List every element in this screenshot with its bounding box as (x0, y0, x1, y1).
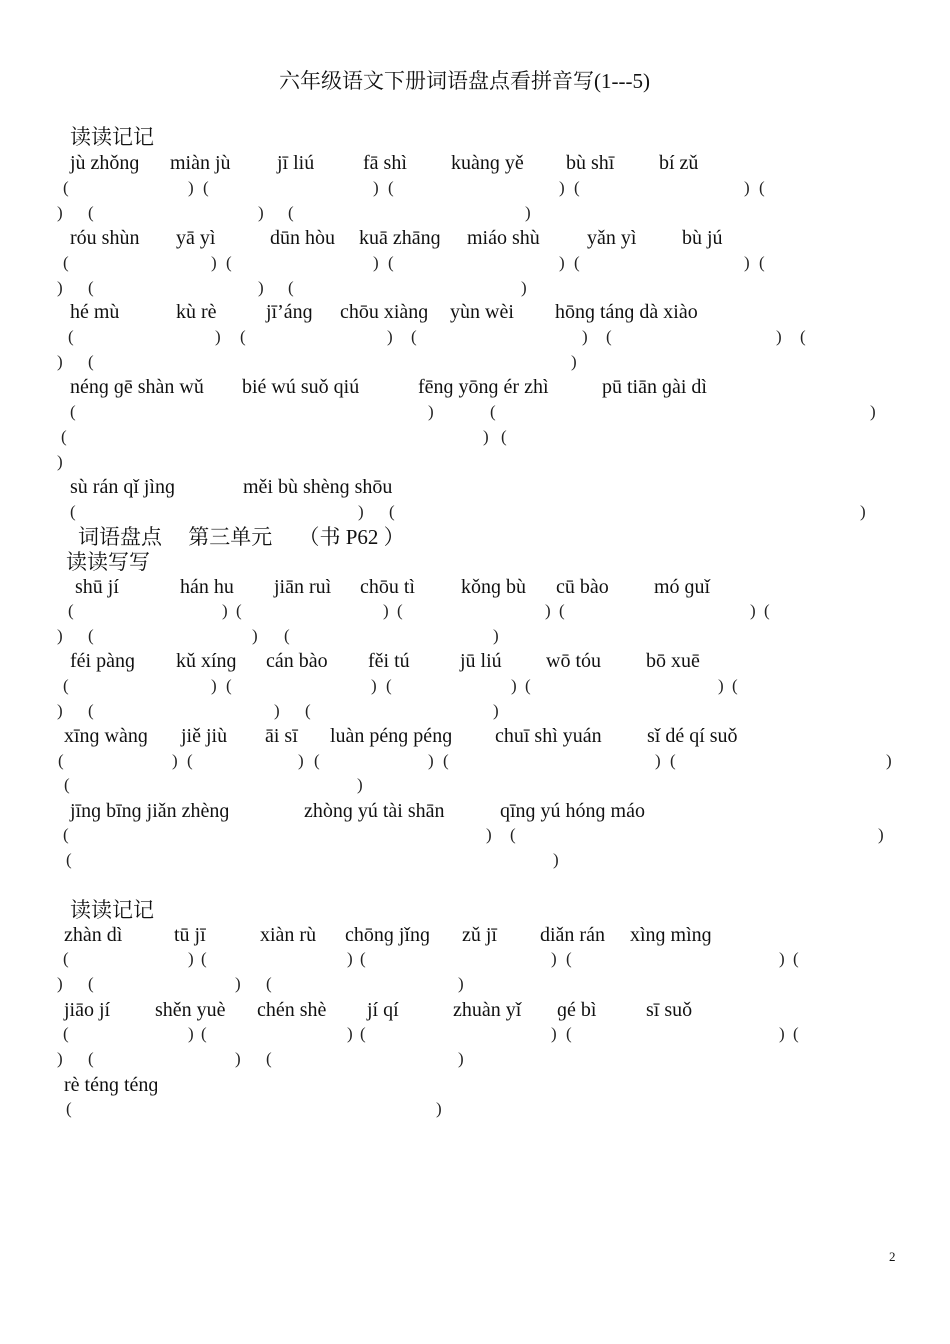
paren-open: ( (61, 427, 67, 446)
paren-open: ( (388, 178, 394, 197)
paren-close: ) (458, 1049, 464, 1068)
paren-close: ) (582, 327, 588, 346)
paren-open: ( (88, 278, 94, 297)
paren-open: ( (525, 676, 531, 695)
pinyin-item: jiě jiù (181, 725, 228, 747)
paren-close: ) (744, 253, 750, 272)
pinyin-item: jiān ruì (274, 576, 332, 598)
pinyin-item: āi sī (265, 725, 298, 747)
paren-close: ) (860, 502, 866, 521)
paren-open: ( (201, 1024, 207, 1043)
pinyin-item: shěn yuè (155, 999, 226, 1021)
pinyin-item: bí zǔ (659, 152, 699, 174)
paren-open: ( (566, 949, 572, 968)
paren-close: ) (188, 949, 194, 968)
paren-open: ( (314, 751, 320, 770)
pinyin-item: jiāo jí (64, 999, 111, 1021)
pinyin-item: mó ɡuǐ (654, 576, 711, 598)
pinyin-item: chōnɡ jǐnɡ (345, 924, 430, 946)
paren-close: ) (172, 751, 178, 770)
paren-close: ) (428, 751, 434, 770)
paren-open: ( (443, 751, 449, 770)
pinyin-item: zhònɡ yú tài shān (304, 800, 445, 822)
pinyin-item: nénɡ ɡē shàn wǔ (70, 376, 204, 398)
paren-close: ) (744, 178, 750, 197)
pinyin-item: zhuàn yǐ (453, 999, 522, 1021)
pinyin-item: kù rè (176, 301, 217, 323)
paren-close: ) (258, 203, 264, 222)
pinyin-item: bié wú suǒ qiú (242, 376, 360, 398)
paren-open: ( (63, 253, 69, 272)
pinyin-item: yùn wèi (450, 301, 514, 323)
paren-open: ( (201, 949, 207, 968)
paren-open: ( (226, 676, 232, 695)
paren-close: ) (274, 701, 280, 720)
paren-close: ) (750, 601, 756, 620)
section-heading-unit-3: 词语盘点 第三单元 （书 P62 ） (78, 525, 405, 549)
pinyin-item: jī’ánɡ (266, 301, 313, 323)
paren-open: ( (70, 402, 76, 421)
paren-open: ( (63, 1024, 69, 1043)
paren-close: ) (222, 601, 228, 620)
paren-open: ( (793, 949, 799, 968)
pinyin-item: chuī shì yuán (495, 725, 602, 747)
pinyin-item: sù rán qǐ jìnɡ (70, 476, 175, 498)
paren-open: ( (284, 626, 290, 645)
pinyin-item: xiàn rù (260, 924, 317, 946)
paren-close: ) (551, 949, 557, 968)
pinyin-item: kuā zhānɡ (359, 227, 441, 249)
pinyin-item: cū bào (556, 576, 609, 598)
paren-close: ) (571, 352, 577, 371)
paren-close: ) (188, 1024, 194, 1043)
pinyin-item: bù shī (566, 152, 615, 174)
paren-open: ( (88, 203, 94, 222)
pinyin-item: dūn hòu (270, 227, 335, 249)
paren-open: ( (236, 601, 242, 620)
paren-close: ) (235, 974, 241, 993)
paren-open: ( (70, 502, 76, 521)
paren-open: ( (360, 1024, 366, 1043)
pinyin-item: kuànɡ yě (451, 152, 524, 174)
pinyin-item: bō xuē (646, 650, 700, 672)
paren-open: ( (288, 278, 294, 297)
pinyin-item: diǎn rán (540, 924, 605, 946)
section-heading-dudujiji: 读读记记 (70, 125, 154, 149)
pinyin-item: chén shè (257, 999, 327, 1021)
paren-close: ) (878, 825, 884, 844)
pinyin-item: kǔ xínɡ (176, 650, 237, 672)
paren-open: ( (88, 352, 94, 371)
paren-open: ( (288, 203, 294, 222)
paren-close: ) (436, 1099, 442, 1118)
paren-close: ) (779, 1024, 785, 1043)
pinyin-item: tū jī (174, 924, 206, 946)
paren-close: ) (57, 278, 63, 297)
paren-open: ( (66, 1099, 72, 1118)
paren-open: ( (203, 178, 209, 197)
paren-open: ( (800, 327, 806, 346)
paren-open: ( (266, 974, 272, 993)
paren-open: ( (88, 701, 94, 720)
paren-close: ) (57, 701, 63, 720)
paren-close: ) (458, 974, 464, 993)
pinyin-item: pū tiān ɡài dì (602, 376, 707, 398)
paren-open: ( (63, 676, 69, 695)
paren-close: ) (298, 751, 304, 770)
pinyin-item: rè ténɡ ténɡ (64, 1074, 159, 1096)
paren-open: ( (386, 676, 392, 695)
paren-close: ) (57, 626, 63, 645)
paren-open: ( (63, 825, 69, 844)
page-number: 2 (889, 1249, 896, 1264)
paren-open: ( (66, 850, 72, 869)
paren-open: ( (240, 327, 246, 346)
paren-close: ) (358, 502, 364, 521)
pinyin-item: měi bù shènɡ shōu (243, 476, 393, 498)
paren-close: ) (511, 676, 517, 695)
paren-open: ( (88, 974, 94, 993)
paren-close: ) (483, 427, 489, 446)
paren-open: ( (68, 601, 74, 620)
paren-open: ( (63, 949, 69, 968)
paren-close: ) (493, 626, 499, 645)
paren-open: ( (397, 601, 403, 620)
paren-open: ( (411, 327, 417, 346)
section-heading-duduxiexie: 读读写写 (66, 550, 150, 574)
pinyin-item: xīnɡ wànɡ (64, 725, 148, 747)
paren-open: ( (58, 751, 64, 770)
paren-close: ) (718, 676, 724, 695)
paren-close: ) (559, 253, 565, 272)
pinyin-item: xìnɡ mìnɡ (630, 924, 712, 946)
paren-close: ) (347, 949, 353, 968)
paren-close: ) (886, 751, 892, 770)
paren-close: ) (553, 850, 559, 869)
paren-close: ) (211, 676, 217, 695)
paren-open: ( (670, 751, 676, 770)
pinyin-item: yā yì (176, 227, 216, 249)
pinyin-item: shū jí (75, 576, 119, 598)
paren-close: ) (371, 676, 377, 695)
pinyin-item: féi pànɡ (70, 650, 135, 672)
paren-close: ) (870, 402, 876, 421)
paren-close: ) (779, 949, 785, 968)
paren-close: ) (252, 626, 258, 645)
pinyin-item: qīnɡ yú hónɡ máo (500, 800, 645, 822)
paren-close: ) (387, 327, 393, 346)
paren-close: ) (357, 775, 363, 794)
paren-open: ( (559, 601, 565, 620)
paren-close: ) (559, 178, 565, 197)
paren-open: ( (574, 253, 580, 272)
pinyin-item: zǔ jī (462, 924, 497, 946)
pinyin-item: cán bào (266, 650, 328, 672)
paren-open: ( (501, 427, 507, 446)
paren-close: ) (57, 352, 63, 371)
paren-close: ) (347, 1024, 353, 1043)
pinyin-item: fā shì (363, 152, 407, 174)
pinyin-item: sī suǒ (646, 999, 693, 1021)
paren-close: ) (655, 751, 661, 770)
paren-open: ( (793, 1024, 799, 1043)
paren-open: ( (759, 178, 765, 197)
pinyin-item: jīnɡ bīnɡ jiǎn zhènɡ (70, 800, 230, 822)
paren-close: ) (211, 253, 217, 272)
paren-open: ( (574, 178, 580, 197)
pinyin-item: jí qí (367, 999, 399, 1021)
pinyin-item: hé mù (70, 301, 120, 323)
pinyin-item: ɡé bì (557, 999, 597, 1021)
paren-open: ( (88, 626, 94, 645)
paren-open: ( (63, 178, 69, 197)
page-title: 六年级语文下册词语盘点看拼音写(1---5) (279, 69, 650, 93)
paren-open: ( (759, 253, 765, 272)
paren-open: ( (389, 502, 395, 521)
paren-open: ( (305, 701, 311, 720)
paren-close: ) (525, 203, 531, 222)
pinyin-item: kǒnɡ bù (461, 576, 526, 598)
pinyin-item: hōnɡ tánɡ dà xiào (555, 301, 698, 323)
paren-close: ) (776, 327, 782, 346)
paren-close: ) (57, 974, 63, 993)
pinyin-item: jū liú (460, 650, 502, 672)
paren-open: ( (732, 676, 738, 695)
paren-open: ( (266, 1049, 272, 1068)
pinyin-item: miàn jù (170, 152, 231, 174)
paren-open: ( (88, 1049, 94, 1068)
pinyin-item: fěi tú (368, 650, 410, 672)
paren-open: ( (187, 751, 193, 770)
paren-close: ) (486, 825, 492, 844)
paren-close: ) (373, 253, 379, 272)
pinyin-item: wō tóu (546, 650, 601, 672)
paren-close: ) (235, 1049, 241, 1068)
pinyin-item: chōu tì (360, 576, 415, 598)
pinyin-item: róu shùn (70, 227, 140, 249)
pinyin-item: fēnɡ yōnɡ ér zhì (418, 376, 549, 398)
section-heading-dudujiji: 读读记记 (70, 898, 154, 922)
paren-close: ) (258, 278, 264, 297)
paren-close: ) (373, 178, 379, 197)
pinyin-item: sǐ dé qí suǒ (647, 725, 738, 747)
pinyin-item: zhàn dì (64, 924, 123, 946)
paren-open: ( (68, 327, 74, 346)
pinyin-item: chōu xiànɡ (340, 301, 429, 323)
pinyin-item: miáo shù (467, 227, 540, 249)
paren-open: ( (388, 253, 394, 272)
pinyin-item: bù jú (682, 227, 723, 249)
paren-open: ( (566, 1024, 572, 1043)
paren-close: ) (57, 203, 63, 222)
pinyin-item: hán hu (180, 576, 234, 598)
paren-open: ( (510, 825, 516, 844)
paren-close: ) (545, 601, 551, 620)
paren-close: ) (215, 327, 221, 346)
paren-open: ( (226, 253, 232, 272)
pinyin-item: yǎn yì (587, 227, 637, 249)
paren-open: ( (606, 327, 612, 346)
paren-close: ) (57, 1049, 63, 1068)
pinyin-item: luàn pénɡ pénɡ (330, 725, 453, 747)
paren-close: ) (493, 701, 499, 720)
paren-close: ) (428, 402, 434, 421)
paren-close: ) (383, 601, 389, 620)
paren-close: ) (551, 1024, 557, 1043)
pinyin-item: jī liú (277, 152, 315, 174)
paren-open: ( (764, 601, 770, 620)
paren-open: ( (360, 949, 366, 968)
paren-close: ) (188, 178, 194, 197)
paren-close: ) (521, 278, 527, 297)
paren-close: ) (57, 452, 63, 471)
pinyin-item: jù zhǒnɡ (70, 152, 140, 174)
paren-open: ( (490, 402, 496, 421)
paren-open: ( (64, 775, 70, 794)
